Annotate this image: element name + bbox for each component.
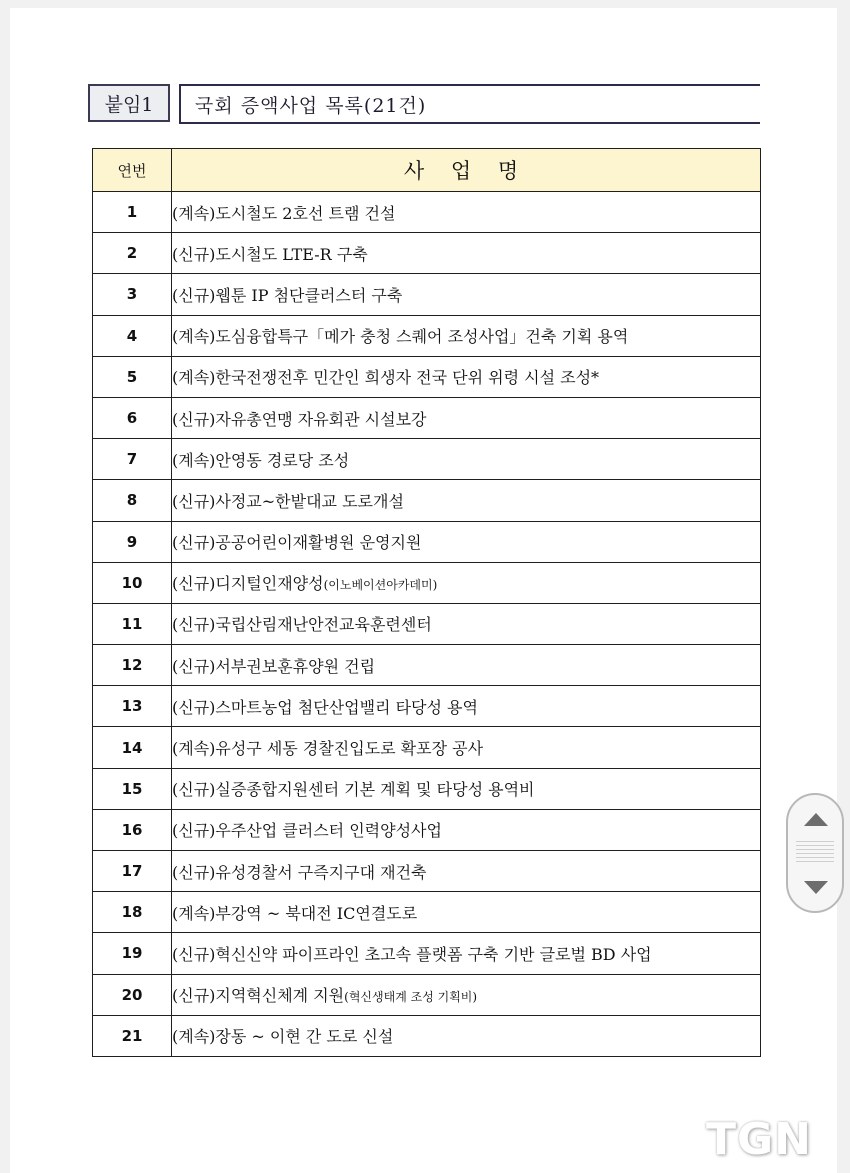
project-name: (계속)도시철도 2호선 트램 건설 — [172, 203, 396, 223]
project-name-cell — [172, 809, 761, 850]
project-name: (신규)유성경찰서 구즉지구대 재건축 — [172, 862, 427, 882]
project-name: (계속)도심융합특구「메가 충청 스퀘어 조성사업」건축 기획 용역 — [172, 327, 629, 347]
project-name: (신규)지역혁신체계 지원 — [172, 986, 345, 1006]
row-number: 6 — [93, 397, 172, 438]
table-row — [93, 397, 761, 438]
project-name-cell — [172, 768, 761, 809]
scroll-control — [786, 793, 844, 913]
row-number: 17 — [93, 851, 172, 892]
chevron-down-icon[interactable] — [804, 881, 828, 894]
project-name-note: (혁신생태계 조성 기획비) — [344, 990, 478, 1005]
project-name: (신규)자유총연맹 자유회관 시설보강 — [172, 409, 427, 429]
project-name-cell — [172, 686, 761, 727]
table-row — [93, 521, 761, 562]
project-name: (신규)실증종합지원센터 기본 계획 및 타당성 용역비 — [172, 780, 535, 800]
project-name-cell — [172, 933, 761, 974]
table-row — [93, 933, 761, 974]
project-name-cell — [172, 645, 761, 686]
row-number: 4 — [93, 315, 172, 356]
project-name-note: (이노베이션아카데미) — [323, 578, 438, 593]
project-name-cell — [172, 274, 761, 315]
row-number: 11 — [93, 603, 172, 644]
row-number: 2 — [93, 233, 172, 274]
table-row — [93, 439, 761, 480]
row-number: 14 — [93, 727, 172, 768]
project-name: (신규)서부권보훈휴양원 건립 — [172, 656, 376, 676]
row-number: 12 — [93, 645, 172, 686]
table-row — [93, 356, 761, 397]
project-name: (신규)사정교~한밭대교 도로개설 — [172, 491, 404, 511]
row-number: 5 — [93, 356, 172, 397]
project-name: (계속)유성구 세동 경찰진입도로 확포장 공사 — [172, 739, 484, 759]
project-name-cell — [172, 562, 761, 603]
row-number: 19 — [93, 933, 172, 974]
table-header-row — [93, 149, 761, 192]
attachment-label: 붙임1 — [88, 84, 170, 122]
project-table — [92, 148, 761, 1057]
column-header-number: 연번 — [93, 149, 172, 192]
project-name: (계속)안영동 경로당 조성 — [172, 450, 350, 470]
table-row — [93, 727, 761, 768]
table-row — [93, 686, 761, 727]
project-name: (계속)장동 ~ 이현 간 도로 신설 — [172, 1027, 394, 1047]
page-title: 국회 증액사업 목록(21건) — [179, 84, 760, 124]
table-row — [93, 192, 761, 233]
row-number: 9 — [93, 521, 172, 562]
table-row — [93, 562, 761, 603]
table-row — [93, 603, 761, 644]
table-row — [93, 1015, 761, 1056]
project-name-cell — [172, 892, 761, 933]
watermark-logo: TGN — [706, 1114, 812, 1165]
project-name-cell — [172, 851, 761, 892]
project-name: (계속)한국전쟁전후 민간인 희생자 전국 단위 위령 시설 조성* — [172, 368, 600, 388]
project-name-cell — [172, 974, 761, 1015]
project-name: (신규)국립산림재난안전교육훈련센터 — [172, 615, 432, 635]
project-name-cell — [172, 233, 761, 274]
row-number: 21 — [93, 1015, 172, 1056]
project-name: (신규)디지털인재양성 — [172, 574, 324, 594]
project-name: (신규)도시철도 LTE-R 구축 — [172, 244, 368, 264]
table-row — [93, 480, 761, 521]
project-name-cell — [172, 315, 761, 356]
project-name-cell — [172, 603, 761, 644]
row-number: 3 — [93, 274, 172, 315]
grip-lines[interactable] — [796, 841, 834, 865]
table-row — [93, 274, 761, 315]
project-name: (신규)혁신신약 파이프라인 초고속 플랫폼 구축 기반 글로벌 BD 사업 — [172, 944, 652, 964]
project-name-cell — [172, 1015, 761, 1056]
project-name: (신규)공공어린이재활병원 운영지원 — [172, 533, 422, 553]
row-number: 1 — [93, 192, 172, 233]
project-name: (신규)스마트농업 첨단산업밸리 타당성 용역 — [172, 697, 478, 717]
table-row — [93, 768, 761, 809]
table-row — [93, 851, 761, 892]
project-name: (신규)우주산업 클러스터 인력양성사업 — [172, 821, 442, 841]
project-name-cell — [172, 192, 761, 233]
table-row — [93, 645, 761, 686]
table-row — [93, 315, 761, 356]
row-number: 10 — [93, 562, 172, 603]
table-row — [93, 233, 761, 274]
chevron-up-icon[interactable] — [804, 813, 828, 826]
table-row — [93, 809, 761, 850]
column-header-name: 사 업 명 — [172, 149, 761, 192]
row-number: 7 — [93, 439, 172, 480]
row-number: 20 — [93, 974, 172, 1015]
table-row — [93, 892, 761, 933]
row-number: 8 — [93, 480, 172, 521]
project-name-cell — [172, 480, 761, 521]
row-number: 16 — [93, 809, 172, 850]
row-number: 18 — [93, 892, 172, 933]
row-number: 15 — [93, 768, 172, 809]
project-name: (신규)웹툰 IP 첨단클러스터 구축 — [172, 285, 403, 305]
project-name: (계속)부강역 ~ 북대전 IC연결도로 — [172, 903, 418, 923]
project-name-cell — [172, 727, 761, 768]
table-row — [93, 974, 761, 1015]
project-name-cell — [172, 521, 761, 562]
project-name-cell — [172, 397, 761, 438]
row-number: 13 — [93, 686, 172, 727]
project-name-cell — [172, 439, 761, 480]
project-name-cell — [172, 356, 761, 397]
